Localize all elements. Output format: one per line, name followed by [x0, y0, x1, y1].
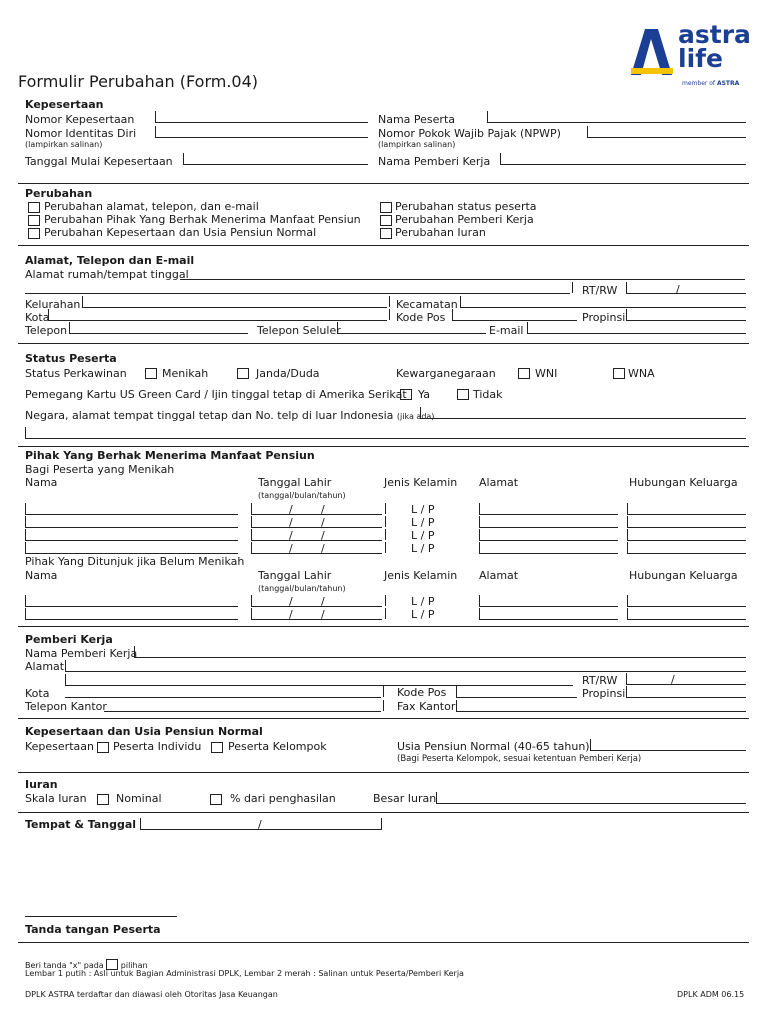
col-jenis-kelamin: Jenis Kelamin — [384, 476, 458, 489]
kecamatan-label: Kecamatan — [396, 298, 458, 311]
col-tanggal-format: (tanggal/bulan/tahun) — [258, 491, 346, 500]
divider — [18, 343, 749, 344]
date-slash: / — [289, 529, 293, 542]
nama-field[interactable] — [25, 503, 238, 515]
tanggal-field[interactable] — [251, 595, 382, 607]
section-usia-heading: Kepesertaan dan Usia Pensiun Normal — [25, 725, 263, 738]
logo-tagline: member of ASTRA — [682, 80, 740, 87]
divider — [18, 812, 749, 813]
green-card-label: Pemegang Kartu US Green Card / Ijin tinggal tetap di Amerika Serikat — [25, 388, 407, 401]
rtrw-field[interactable] — [626, 282, 746, 294]
divider — [18, 718, 749, 719]
kewarganegaraan-label: Kewarganegaraan — [396, 367, 496, 380]
janda-label: Janda/Duda — [256, 367, 320, 380]
alamat-rumah-field-2[interactable] — [25, 282, 570, 294]
divider — [18, 446, 749, 447]
tanggal-field[interactable] — [251, 542, 382, 554]
wna-checkbox[interactable] — [613, 368, 625, 379]
peserta-kelompok-checkbox[interactable] — [211, 742, 223, 753]
usia-pensiun-field[interactable] — [590, 739, 746, 751]
besar-iuran-label: Besar Iuran — [373, 792, 437, 805]
nama-field[interactable] — [25, 608, 238, 620]
field-separator — [385, 595, 386, 606]
nomor-kepesertaan-field[interactable] — [155, 111, 368, 123]
field-separator — [383, 686, 384, 697]
astra-life-logo — [620, 12, 754, 96]
field-separator — [383, 700, 384, 711]
logo-line1: astra — [678, 20, 751, 49]
section-alamat-heading: Alamat, Telepon dan E-mail — [25, 254, 195, 267]
date-slash: / — [321, 503, 325, 516]
green-card-tidak-checkbox[interactable] — [457, 389, 469, 400]
nominal-checkbox[interactable] — [97, 794, 109, 805]
ditunjuk-label: Pihak Yang Ditunjuk jika Belum Menikah — [25, 555, 245, 568]
pemberi-propinsi-label: Propinsi — [582, 687, 626, 700]
usia-kepesertaan-label: Kepesertaan — [25, 740, 94, 753]
hubungan-field[interactable] — [627, 608, 746, 620]
pemberi-rtrw-slash: / — [671, 673, 675, 686]
pemberi-kode-pos-label: Kode Pos — [397, 686, 447, 699]
perubahan-iuran-checkbox[interactable] — [380, 228, 392, 239]
kode-pos-field[interactable] — [452, 309, 577, 321]
persen-label: % dari penghasilan — [230, 792, 336, 805]
col-jenis-kelamin-2: Jenis Kelamin — [384, 569, 458, 582]
lampirkan-note-2: (lampirkan salinan) — [378, 140, 456, 149]
hubungan-field[interactable] — [627, 529, 746, 541]
alamat-field[interactable] — [479, 529, 618, 541]
footer-instruction: Beri tanda "x" pada pilihan — [25, 961, 148, 970]
hubungan-field[interactable] — [627, 503, 746, 515]
col-tanggal-format-2: (tanggal/bulan/tahun) — [258, 584, 346, 593]
section-perubahan-heading: Perubahan — [25, 187, 93, 200]
propinsi-label: Propinsi — [582, 311, 626, 324]
kota-field[interactable] — [48, 309, 387, 321]
green-card-ya-checkbox[interactable] — [400, 389, 412, 400]
green-card-tidak-label: Tidak — [473, 388, 503, 401]
perubahan-status-checkbox[interactable] — [380, 202, 392, 213]
lampirkan-note-1: (lampirkan salinan) — [25, 140, 103, 149]
nama-field[interactable] — [25, 542, 238, 554]
telepon-kantor-field[interactable] — [104, 700, 381, 712]
peserta-kelompok-label: Peserta Kelompok — [228, 740, 327, 753]
menikah-label: Menikah — [162, 367, 209, 380]
tanggal-mulai-label: Tanggal Mulai Kepesertaan — [25, 155, 173, 168]
alamat-rumah-label: Alamat rumah/tempat tinggal — [25, 268, 189, 281]
email-label: E-mail — [489, 324, 524, 337]
divider — [18, 245, 749, 246]
col-tanggal-lahir: Tanggal Lahir — [258, 476, 332, 489]
fax-kantor-field[interactable] — [456, 700, 746, 712]
wni-checkbox[interactable] — [518, 368, 530, 379]
pemberi-kode-pos-field[interactable] — [456, 686, 577, 698]
peserta-individu-checkbox[interactable] — [97, 742, 109, 753]
col-alamat-2: Alamat — [479, 569, 519, 582]
kelurahan-field[interactable] — [82, 296, 387, 308]
alamat-field[interactable] — [479, 503, 618, 515]
usia-note: (Bagi Peserta Kelompok, sesuai ketentuan Pemberi Kerja) — [397, 754, 642, 764]
divider — [18, 183, 749, 184]
green-card-ya-label: Ya — [418, 388, 430, 401]
kota-label: Kota — [25, 311, 50, 324]
perubahan-kepesertaan-checkbox[interactable] — [28, 228, 40, 239]
gender-lp[interactable]: L / P — [411, 542, 435, 555]
skala-iuran-label: Skala Iuran — [25, 792, 87, 805]
kecamatan-field[interactable] — [460, 296, 746, 308]
fax-kantor-label: Fax Kantor — [397, 700, 456, 713]
col-alamat: Alamat — [479, 476, 519, 489]
tempat-tanggal-label: Tempat & Tanggal — [25, 818, 137, 831]
field-separator — [381, 818, 382, 829]
pemberi-kota-label: Kota — [25, 687, 50, 700]
divider — [18, 942, 749, 943]
section-pemberi-heading: Pemberi Kerja — [25, 633, 113, 646]
telepon-label: Telepon — [25, 324, 68, 337]
field-separator — [389, 296, 390, 307]
npwp-label: Nomor Pokok Wajib Pajak (NPWP) — [378, 127, 561, 140]
field-separator — [389, 309, 390, 320]
email-field[interactable] — [527, 322, 746, 334]
bagi-menikah-label: Bagi Peserta yang Menikah — [25, 463, 175, 476]
perubahan-pemberi-checkbox[interactable] — [380, 215, 392, 226]
date-slash: / — [321, 542, 325, 555]
perubahan-alamat-checkbox[interactable] — [28, 202, 40, 213]
telepon-kantor-label: Telepon Kantor — [25, 700, 107, 713]
nomor-kepesertaan-label: Nomor Kepesertaan — [25, 113, 135, 126]
perubahan-pihak-label: Perubahan Pihak Yang Berhak Menerima Manfaat Pensiun — [44, 213, 361, 226]
npwp-field[interactable] — [587, 126, 746, 138]
janda-checkbox[interactable] — [237, 368, 249, 379]
section-kepesertaan-heading: Kepesertaan — [25, 98, 104, 111]
kode-pos-label: Kode Pos — [396, 311, 446, 324]
date-slash: / — [289, 542, 293, 555]
col-tanggal-lahir-2: Tanggal Lahir — [258, 569, 332, 582]
alamat-field[interactable] — [479, 595, 618, 607]
nama-peserta-label: Nama Peserta — [378, 113, 456, 126]
date-slash: / — [321, 529, 325, 542]
perubahan-iuran-label: Perubahan Iuran — [395, 226, 486, 239]
date-slash: / — [321, 516, 325, 529]
hubungan-field[interactable] — [627, 516, 746, 528]
nama-pemberi-kerja-field[interactable] — [500, 153, 746, 165]
propinsi-field[interactable] — [626, 309, 746, 321]
alamat-field[interactable] — [479, 608, 618, 620]
pemberi-rtrw-field[interactable] — [626, 673, 746, 685]
section-status-heading: Status Peserta — [25, 352, 117, 365]
form-title: Formulir Perubahan (Form.04) — [18, 72, 259, 91]
pemberi-nama-label: Nama Pemberi Kerja — [25, 647, 138, 660]
logo-line2: life — [678, 44, 723, 73]
nama-peserta-field[interactable] — [487, 111, 746, 123]
field-separator — [385, 608, 386, 619]
gender-lp[interactable]: L / P — [411, 516, 435, 529]
nomor-identitas-field[interactable] — [155, 126, 368, 138]
nama-field[interactable] — [25, 595, 238, 607]
menikah-checkbox[interactable] — [145, 368, 157, 379]
pemberi-nama-field[interactable] — [134, 646, 746, 658]
pemberi-alamat-field-2[interactable] — [65, 674, 573, 686]
date-slash: / — [289, 595, 293, 608]
footer-lembar: Lembar 1 putih : Asli untuk Bagian Administrasi DPLK, Lembar 2 merah : Salinan untuk Peserta/Pemberi Kerja — [25, 969, 464, 978]
date-slash: / — [289, 503, 293, 516]
gender-lp[interactable]: L / P — [411, 608, 435, 621]
gender-lp[interactable]: L / P — [411, 503, 435, 516]
rtrw-label: RT/RW — [582, 284, 618, 297]
kelurahan-label: Kelurahan — [25, 298, 81, 311]
col-nama-2: Nama — [25, 569, 58, 582]
tanggal-field[interactable] — [251, 529, 382, 541]
alamat-field[interactable] — [479, 516, 618, 528]
usia-pensiun-label: Usia Pensiun Normal (40-65 tahun) — [397, 740, 590, 753]
tanggal-field[interactable] — [251, 608, 382, 620]
tanggal-mulai-field[interactable] — [183, 153, 368, 165]
rtrw-slash: / — [676, 283, 680, 296]
alamat-rumah-field-1[interactable] — [180, 268, 745, 280]
section-iuran-heading: Iuran — [25, 778, 58, 791]
divider — [18, 626, 749, 627]
negara-label: Negara, alamat tempat tinggal tetap dan No. telp di luar Indonesia (jika ada) — [25, 409, 435, 422]
col-nama: Nama — [25, 476, 58, 489]
perubahan-status-label: Perubahan status peserta — [395, 200, 537, 213]
divider — [18, 772, 749, 773]
pemberi-alamat-label: Alamat — [25, 660, 65, 673]
telepon-field[interactable] — [69, 322, 248, 334]
pemberi-kota-field[interactable] — [65, 686, 381, 698]
negara-field-2[interactable] — [25, 427, 746, 439]
field-separator — [385, 542, 386, 553]
alamat-field[interactable] — [479, 542, 618, 554]
date-slash: / — [289, 516, 293, 529]
date-slash: / — [321, 608, 325, 621]
col-hubungan: Hubungan Keluarga — [629, 476, 738, 489]
negara-field-1[interactable] — [420, 407, 746, 419]
pemberi-rtrw-label: RT/RW — [582, 674, 618, 687]
peserta-individu-label: Peserta Individu — [113, 740, 202, 753]
gender-lp[interactable]: L / P — [411, 595, 435, 608]
hubungan-field[interactable] — [627, 542, 746, 554]
gender-lp[interactable]: L / P — [411, 529, 435, 542]
nomor-identitas-label: Nomor Identitas Diri — [25, 127, 137, 140]
pemberi-alamat-field-1[interactable] — [65, 660, 746, 672]
nama-field[interactable] — [25, 529, 238, 541]
hubungan-field[interactable] — [627, 595, 746, 607]
signature-line[interactable] — [25, 916, 177, 917]
tanda-tangan-label: Tanda tangan Peserta — [25, 923, 161, 936]
field-separator — [385, 516, 386, 527]
wni-label: WNI — [535, 367, 558, 380]
perubahan-kepesertaan-label: Perubahan Kepesertaan dan Usia Pensiun Normal — [44, 226, 317, 239]
tanggal-field[interactable] — [251, 516, 382, 528]
nominal-label: Nominal — [116, 792, 162, 805]
section-pihak-heading: Pihak Yang Berhak Menerima Manfaat Pensiun — [25, 449, 315, 462]
field-separator — [572, 282, 573, 293]
date-slash: / — [321, 595, 325, 608]
tempat-tanggal-slash: / — [258, 818, 262, 831]
status-perkawinan-label: Status Perkawinan — [25, 367, 127, 380]
telepon-seluler-label: Telepon Seluler — [257, 324, 341, 337]
col-hubungan-2: Hubungan Keluarga — [629, 569, 738, 582]
date-slash: / — [289, 608, 293, 621]
tanggal-field[interactable] — [251, 503, 382, 515]
wna-label: WNA — [628, 367, 655, 380]
nama-pemberi-kerja-label: Nama Pemberi Kerja — [378, 155, 491, 168]
telepon-seluler-field[interactable] — [337, 322, 486, 334]
perubahan-pemberi-label: Perubahan Pemberi Kerja — [395, 213, 534, 226]
perubahan-alamat-label: Perubahan alamat, telepon, dan e-mail — [44, 200, 259, 213]
besar-iuran-field[interactable] — [436, 792, 746, 804]
perubahan-pihak-checkbox[interactable] — [28, 215, 40, 226]
field-separator — [385, 503, 386, 514]
footer-ojk: DPLK ASTRA terdaftar dan diawasi oleh Otoritas Jasa Keuangan — [25, 990, 278, 999]
field-separator — [385, 529, 386, 540]
pemberi-propinsi-field[interactable] — [626, 686, 746, 698]
nama-field[interactable] — [25, 516, 238, 528]
persen-checkbox[interactable] — [210, 794, 222, 805]
footer-code: DPLK ADM 06.15 — [677, 990, 745, 999]
